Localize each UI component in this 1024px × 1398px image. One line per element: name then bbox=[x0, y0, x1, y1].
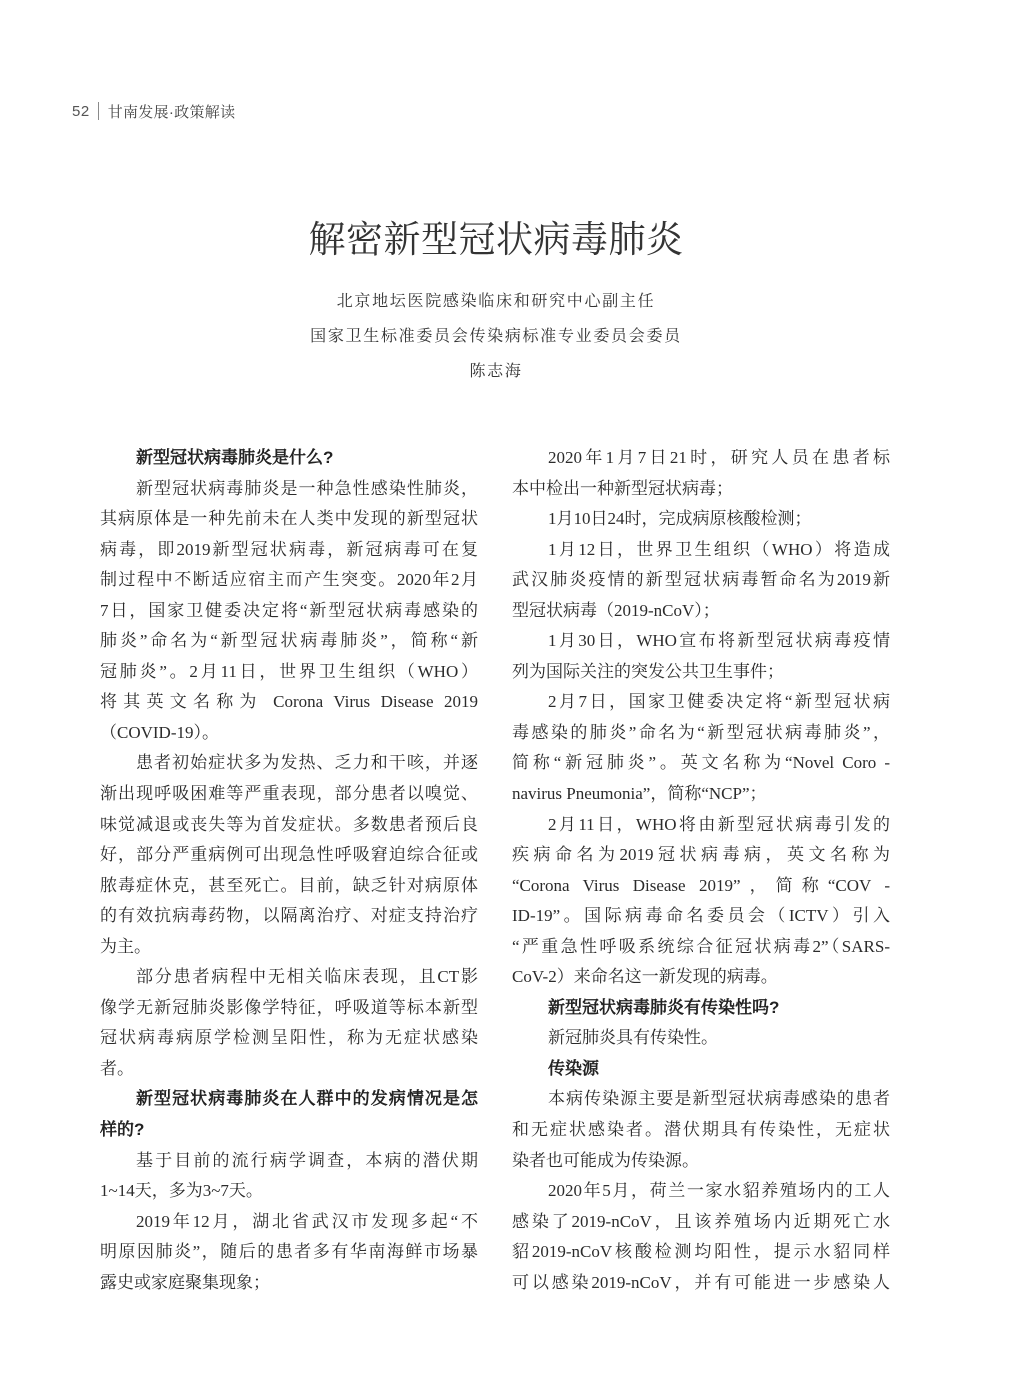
text-line: 1月30日，WHO宣布将新型冠状病毒疫情 bbox=[548, 631, 890, 651]
text-line: 新型冠状病毒肺炎是一种急性感染性肺炎， bbox=[136, 478, 478, 498]
section-name: 甘南发展·政策解读 bbox=[107, 103, 236, 121]
heading-line: 样的? bbox=[100, 1120, 145, 1140]
section-heading bbox=[512, 993, 890, 1024]
text-line: 可以感染2019-nCoV，并有可能进一步感染人 bbox=[512, 1272, 890, 1292]
section-heading bbox=[100, 1084, 478, 1145]
heading-line: 传染源 bbox=[548, 1058, 599, 1078]
text-line: 1月10日24时，完成病原核酸检测； bbox=[548, 509, 812, 529]
text-line: 部分患者病程中无相关临床表现，且CT影 bbox=[136, 967, 478, 987]
text-line: 患者初始症状多为发热、乏力和干咳，并逐 bbox=[136, 753, 478, 773]
paragraph bbox=[512, 535, 890, 627]
paragraph bbox=[512, 687, 890, 809]
text-line: 基于目前的流行病学调查，本病的潜伏期 bbox=[136, 1150, 478, 1170]
text-line: 本中检出一种新型冠状病毒； bbox=[512, 478, 733, 498]
paragraph bbox=[100, 748, 478, 962]
text-line: 脓毒症休克，甚至死亡。目前，缺乏针对病原体 bbox=[100, 875, 478, 895]
text-line: 武汉肺炎疫情的新型冠状病毒暂命名为2019新 bbox=[512, 570, 890, 590]
text-line: “Corona Virus Disease 2019”，简称“COV - bbox=[512, 875, 890, 895]
article-title: 解密新型冠状病毒肺炎 bbox=[308, 218, 684, 261]
header-divider bbox=[98, 102, 99, 120]
text-line: 感染了2019-nCoV，且该养殖场内近期死亡水 bbox=[512, 1211, 890, 1231]
text-line: 露史或家庭聚集现象； bbox=[100, 1272, 270, 1292]
text-line: ID-19”。国际病毒命名委员会（ICTV）引入 bbox=[512, 906, 890, 926]
page-number: 52 bbox=[72, 102, 90, 120]
text-line: 渐出现呼吸困难等严重表现，部分患者以嗅觉、 bbox=[100, 784, 478, 804]
text-line: 者。 bbox=[100, 1058, 134, 1078]
text-line: 其病原体是一种先前未在人类中发现的新型冠状 bbox=[100, 509, 478, 529]
text-line: 肺炎”命名为“新型冠状病毒肺炎”，简称“新 bbox=[100, 631, 478, 651]
text-line: 和无症状感染者。潜伏期具有传染性，无症状 bbox=[512, 1120, 890, 1140]
right-column bbox=[512, 443, 890, 1298]
author-name: 陈志海 bbox=[469, 361, 523, 380]
text-line: 1月12日，世界卫生组织（WHO）将造成 bbox=[548, 539, 890, 559]
text-line: 2019年12月，湖北省武汉市发现多起“不 bbox=[136, 1211, 478, 1231]
section-heading bbox=[512, 1054, 890, 1085]
text-line: “严重急性呼吸系统综合征冠状病毒2”（SARS- bbox=[512, 936, 890, 956]
text-line: 新冠肺炎具有传染性。 bbox=[548, 1028, 718, 1048]
text-line: 像学无新冠肺炎影像学特征，呼吸道等标本新型 bbox=[100, 997, 478, 1017]
paragraph bbox=[512, 1084, 890, 1176]
text-line: 2月7日，国家卫健委决定将“新型冠状病 bbox=[548, 692, 890, 712]
heading-line: 新型冠状病毒肺炎在人群中的发病情况是怎 bbox=[136, 1089, 478, 1109]
text-line: CoV-2）来命名这一新发现的病毒。 bbox=[512, 967, 778, 987]
text-line: 的有效抗病毒药物，以隔离治疗、对症支持治疗 bbox=[100, 906, 478, 926]
text-line: （COVID-19）。 bbox=[100, 722, 219, 742]
text-line: 疾病命名为2019冠状病毒病，英文名称为 bbox=[512, 845, 890, 865]
running-header bbox=[72, 101, 235, 121]
text-line: 简称“新冠肺炎”。英文名称为“Novel Coro - bbox=[512, 753, 890, 773]
text-line: 本病传染源主要是新型冠状病毒感染的患者 bbox=[548, 1089, 890, 1109]
author-byline bbox=[0, 283, 992, 388]
paragraph bbox=[512, 626, 890, 687]
paragraph bbox=[100, 1207, 478, 1299]
text-line: 冠肺炎”。2月11日，世界卫生组织（WHO） bbox=[100, 661, 478, 681]
text-line: 好，部分严重病例可出现急性呼吸窘迫综合征或 bbox=[100, 845, 478, 865]
paragraph bbox=[512, 504, 890, 535]
paragraph bbox=[100, 962, 478, 1084]
text-line: 2月11日，WHO将由新型冠状病毒引发的 bbox=[548, 814, 890, 834]
text-line: 将其英文名称为 Corona Virus Disease 2019 bbox=[100, 692, 478, 712]
text-line: 列为国际关注的突发公共卫生事件； bbox=[512, 661, 784, 681]
text-line: navirus Pneumonia”，简称“NCP”； bbox=[512, 784, 767, 804]
text-line: 2020年1月7日21时，研究人员在患者标 bbox=[548, 448, 890, 467]
paragraph bbox=[100, 474, 478, 749]
text-line: 毒感染的肺炎”命名为“新型冠状病毒肺炎”， bbox=[512, 722, 890, 742]
paragraph bbox=[512, 810, 890, 993]
author-affiliation: 北京地坛医院感染临床和研究中心副主任 bbox=[336, 291, 656, 310]
text-line: 制过程中不断适应宿主而产生突变。2020年2月 bbox=[100, 570, 478, 590]
text-line: 明原因肺炎”，随后的患者多有华南海鲜市场暴 bbox=[100, 1242, 478, 1262]
text-line: 为主。 bbox=[100, 936, 151, 956]
paragraph bbox=[512, 443, 890, 504]
heading-line: 新型冠状病毒肺炎有传染性吗? bbox=[548, 997, 780, 1017]
left-column bbox=[100, 443, 478, 1298]
text-line: 冠状病毒病原学检测呈阳性，称为无症状感染 bbox=[100, 1028, 478, 1048]
text-line: 病毒，即2019新型冠状病毒，新冠病毒可在复 bbox=[100, 539, 478, 559]
text-line: 味觉减退或丧失等为首发症状。多数患者预后良 bbox=[100, 814, 478, 834]
text-line: 染者也可能成为传染源。 bbox=[512, 1150, 699, 1170]
paragraph bbox=[512, 1176, 890, 1298]
paragraph bbox=[100, 1146, 478, 1207]
heading-line: 新型冠状病毒肺炎是什么? bbox=[136, 448, 334, 467]
text-line: 貂2019-nCoV核酸检测均阳性，提示水貂同样 bbox=[512, 1242, 890, 1262]
text-line: 7日，国家卫健委决定将“新型冠状病毒感染的 bbox=[100, 600, 478, 620]
text-line: 2020年5月，荷兰一家水貂养殖场内的工人 bbox=[548, 1181, 890, 1201]
text-line: 型冠状病毒（2019-nCoV）； bbox=[512, 600, 720, 620]
text-line: 1~14天，多为3~7天。 bbox=[100, 1181, 263, 1201]
author-position: 国家卫生标准委员会传染病标准专业委员会委员 bbox=[310, 326, 682, 345]
section-heading bbox=[100, 443, 478, 474]
paragraph bbox=[512, 1023, 890, 1054]
